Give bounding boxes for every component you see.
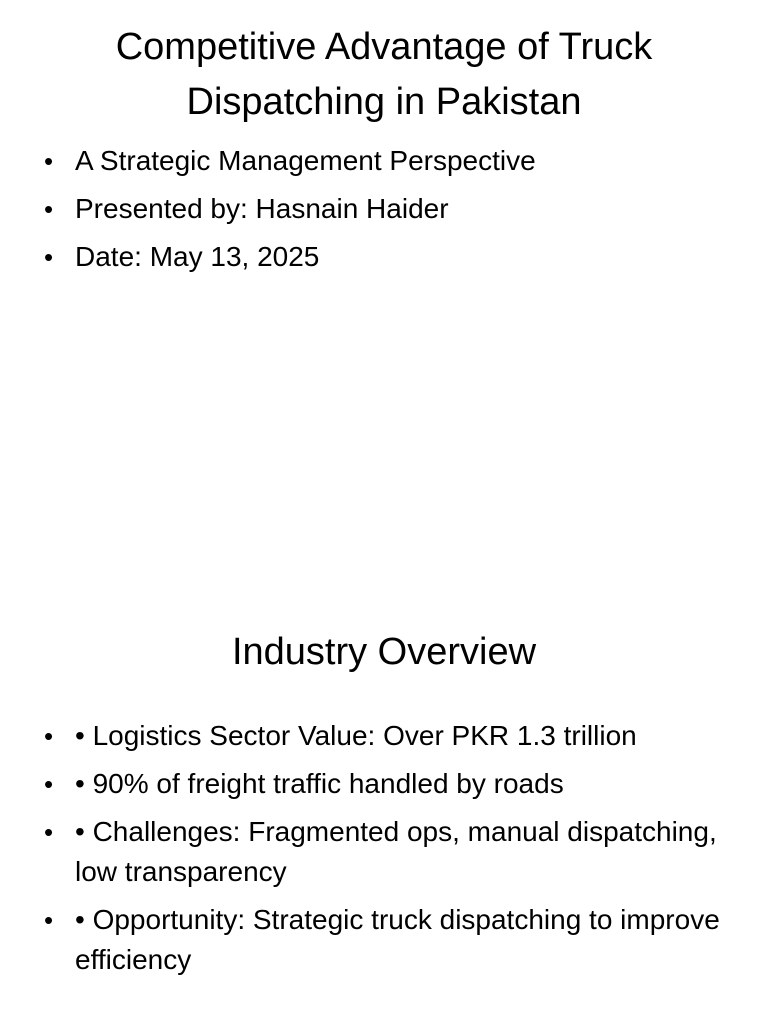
- slide-2-title: Industry Overview: [231, 631, 537, 673]
- bullet-opportunity: [42, 900, 722, 980]
- slide-industry-overview: [0, 512, 768, 1024]
- bullet-dot-icon: •: [44, 194, 54, 224]
- bullet-date: [42, 237, 722, 277]
- bullet-text: Date: May 13, 2025: [75, 241, 320, 272]
- bullet-dot-icon: •: [44, 769, 54, 799]
- slide-1-title: Competitive Advantage of Truck Dispatching in Pakistan: [115, 26, 653, 123]
- bullet-dot-icon: •: [44, 242, 54, 272]
- bullet-presenter: [42, 189, 722, 229]
- bullet-text: • 90% of freight traffic handled by roads: [75, 768, 564, 799]
- bullet-logistics-value: [42, 716, 722, 756]
- bullet-challenges: [42, 812, 722, 892]
- bullet-dot-icon: •: [44, 721, 54, 751]
- bullet-freight-roads: [42, 764, 722, 804]
- bullet-dot-icon: •: [44, 146, 54, 176]
- bullet-dot-icon: •: [44, 905, 54, 935]
- slide-2-bullet-list: [42, 716, 722, 988]
- bullet-text: Presented by: Hasnain Haider: [75, 193, 449, 224]
- slide-1-bullet-list: [42, 141, 722, 285]
- bullet-text: • Logistics Sector Value: Over PKR 1.3 trillion: [75, 720, 637, 751]
- bullet-text: • Challenges: Fragmented ops, manual dispatching, low transparency: [75, 816, 717, 887]
- bullet-subtitle: [42, 141, 722, 181]
- bullet-text: • Opportunity: Strategic truck dispatching to improve efficiency: [75, 904, 720, 975]
- bullet-text: A Strategic Management Perspective: [75, 145, 536, 176]
- bullet-dot-icon: •: [44, 817, 54, 847]
